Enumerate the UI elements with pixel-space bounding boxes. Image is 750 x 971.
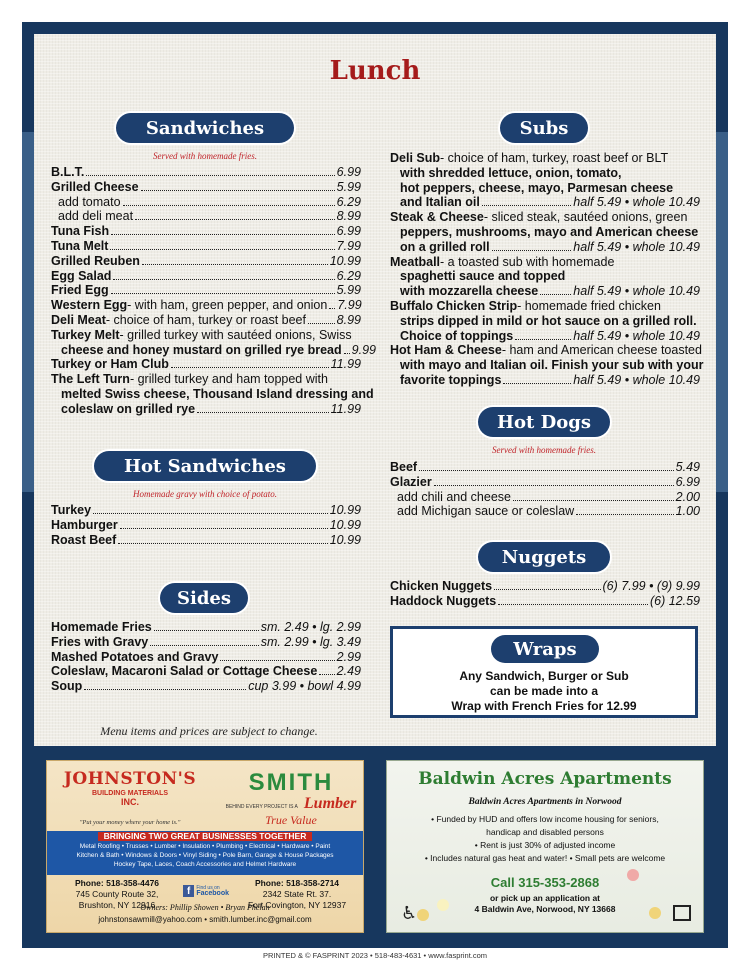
smith-city: Fort Covington, NY 12937	[247, 900, 347, 910]
menu-item	[51, 357, 361, 372]
item-price: half 5.49 • whole 10.49	[573, 239, 700, 254]
item-price: 2.99	[336, 649, 361, 664]
smith-address: 2342 State Rt. 37.	[262, 889, 332, 899]
disclaimer: Menu items and prices are subject to change.	[100, 724, 318, 738]
item-name: Roast Beef	[51, 532, 117, 547]
menu-item	[390, 329, 700, 344]
item-price: 10.99	[329, 532, 361, 547]
baldwin-title: Baldwin Acres Apartments	[418, 769, 672, 789]
item-name: with mayo and Italian oil. Finish your sub with your	[400, 358, 704, 373]
leader-dots	[110, 249, 334, 250]
leader-dots	[84, 689, 246, 690]
banner-heading: BRINGING TWO GREAT BUSINESSES TOGETHER	[98, 832, 313, 841]
item-price: 2.00	[675, 489, 700, 504]
subs-heading: Subs	[500, 113, 588, 143]
baldwin-feature: • Includes natural gas heat and water! • Small pets are welcome	[424, 853, 666, 863]
leader-dots	[319, 674, 334, 675]
item-name: Mashed Potatoes and Gravy	[51, 649, 219, 664]
item-name: Haddock Nuggets	[390, 593, 497, 608]
item-price: sm. 2.49 • lg. 2.99	[260, 620, 361, 634]
item-price: half 5.49 • whole 10.49	[573, 195, 700, 210]
menu-item	[51, 518, 361, 533]
item-name: Western Egg	[51, 298, 128, 313]
smith-phone: Phone: 518-358-2714	[254, 878, 340, 888]
facebook-text	[196, 885, 229, 897]
leader-dots	[220, 660, 334, 661]
wraps-heading: Wraps	[491, 635, 599, 663]
menu-item	[51, 298, 361, 313]
item-price: 11.99	[330, 357, 361, 372]
menu-item	[51, 195, 361, 210]
baldwin-pickup-line: or pick up an application at	[489, 893, 601, 903]
item-description: - homemade fried chicken	[517, 298, 661, 313]
leader-dots	[93, 513, 328, 514]
leader-dots	[171, 367, 329, 368]
menu-item	[390, 299, 700, 314]
menu-item	[390, 314, 700, 329]
item-name: Chicken Nuggets	[390, 579, 493, 593]
smith-logo	[223, 771, 359, 828]
item-price: 10.99	[329, 503, 361, 517]
menu-item	[390, 225, 700, 240]
menu-item	[390, 594, 700, 609]
item-price: 8.99	[336, 209, 361, 224]
leader-dots	[154, 630, 259, 631]
menu-item	[51, 386, 374, 402]
menu-item	[390, 181, 700, 196]
item-name: coleslaw on grilled rye	[61, 401, 196, 416]
page-title: Lunch	[329, 56, 421, 86]
item-price: 7.99	[336, 238, 361, 253]
wraps-box	[390, 626, 698, 718]
smith-name: SMITH	[248, 769, 334, 796]
nuggets-list	[390, 579, 700, 609]
footer: PRINTED & © FASPRINT 2023 • 518-483-4631 • www.fasprint.com	[262, 951, 488, 960]
menu-item	[390, 166, 700, 181]
item-name: Beef	[390, 460, 418, 474]
item-price: 6.99	[336, 165, 361, 179]
item-name: hot peppers, cheese, mayo, Parmesan cheese	[400, 180, 674, 195]
services-banner	[47, 831, 363, 875]
smith-tagline: BEHIND EVERY PROJECT IS A	[225, 804, 298, 810]
johnston-logo	[55, 769, 205, 817]
banner-line: Kitchen & Bath • Windows & Doors • Vinyl Siding • Pole Barn, Garage & House Packages	[76, 852, 334, 859]
johnston-name: JOHNSTON'S	[63, 769, 197, 789]
menu-item	[51, 620, 361, 635]
leader-dots	[123, 205, 335, 206]
item-name: favorite toppings	[400, 372, 502, 387]
item-name: Turkey Melt	[51, 327, 120, 342]
item-price: sm. 2.99 • lg. 3.49	[260, 634, 361, 649]
leader-dots	[120, 528, 328, 529]
menu-item	[390, 358, 704, 373]
item-price: 5.49	[675, 460, 700, 474]
johnston-phone: Phone: 518-358-4476	[74, 878, 160, 888]
item-name: Turkey or Ham Club	[51, 357, 169, 372]
leader-dots	[419, 470, 674, 471]
menu-item	[51, 269, 361, 284]
item-name: Homemade Fries	[51, 620, 152, 634]
item-name: strips dipped in mild or hot sauce on a grilled roll.	[400, 313, 697, 328]
leader-dots	[86, 175, 334, 176]
hot-sandwiches-heading: Hot Sandwiches	[94, 451, 316, 481]
leader-dots	[503, 383, 571, 384]
menu-item	[51, 635, 361, 650]
item-name: Fries with Gravy	[51, 634, 149, 649]
baldwin-acres-ad	[386, 760, 704, 933]
item-price: cup 3.99 • bowl 4.99	[248, 679, 361, 694]
banner-line: Hockey Tape, Laces, Coach Accessories and Helmet Hardware	[113, 861, 297, 868]
menu-item	[51, 165, 361, 180]
sandwiches-list	[51, 165, 376, 417]
item-name: with shredded lettuce, onion, tomato,	[400, 165, 622, 180]
nuggets-heading: Nuggets	[478, 542, 610, 572]
hot-sandwiches-note: Homemade gravy with choice of potato.	[133, 489, 277, 499]
item-price: 11.99	[330, 401, 361, 416]
item-price: 6.29	[336, 194, 361, 209]
johnston-motto: "Put your money where your home is."	[79, 819, 181, 826]
item-name: add chili and cheese	[397, 489, 511, 504]
item-description: - ham and American cheese toasted	[501, 343, 702, 358]
item-name: spaghetti sauce and topped	[400, 269, 566, 284]
item-name: Tuna Melt	[51, 238, 109, 253]
leader-dots	[329, 308, 335, 309]
menu-item	[390, 195, 700, 210]
menu-item	[51, 402, 361, 417]
facebook-find: Find us on	[196, 885, 220, 891]
item-description: - choice of ham, turkey, roast beef or BLT	[440, 151, 669, 165]
johnston-smith-ad	[46, 760, 364, 933]
johnston-city: Brushton, NY 12916	[78, 900, 156, 910]
item-name: Grilled Cheese	[51, 179, 139, 194]
baldwin-feature: • Funded by HUD and offers low income housing for seniors,	[431, 814, 659, 824]
leader-dots	[135, 219, 335, 220]
item-price: 9.99	[351, 342, 376, 357]
menu-item	[390, 490, 700, 505]
item-name: Coleslaw, Macaroni Salad or Cottage Cheese	[51, 664, 318, 679]
menu-item	[51, 650, 361, 665]
hot-dogs-note: Served with homemade fries.	[492, 445, 596, 455]
item-name: Egg Salad	[51, 268, 112, 283]
sandwiches-note: Served with homemade fries.	[153, 151, 257, 161]
banner-line: Metal Roofing • Trusses • Lumber • Insulation • Plumbing • Electrical • Hardware • Paint	[79, 843, 331, 850]
item-name: The Left Turn	[51, 372, 130, 387]
menu-item	[51, 313, 361, 328]
item-name: add Michigan sauce or coleslaw	[397, 504, 575, 519]
hot-sandwiches-list	[51, 503, 361, 547]
menu-item	[390, 240, 700, 255]
smith-lumber: Lumber	[303, 795, 357, 812]
item-price: 1.00	[675, 504, 700, 519]
item-name: Tuna Fish	[51, 224, 110, 239]
menu-item	[51, 283, 361, 298]
item-price: (6) 12.59	[649, 593, 700, 608]
item-description: - with ham, green pepper, and onion	[127, 298, 328, 313]
item-name: add deli meat	[58, 209, 134, 224]
leader-dots	[494, 589, 600, 590]
menu-item	[390, 343, 700, 358]
baldwin-feature: • Rent is just 30% of adjusted income	[474, 840, 616, 850]
sandwiches-heading: Sandwiches	[116, 113, 294, 143]
wraps-line: Wrap with French Fries for 12.99	[451, 699, 637, 713]
item-price: 6.99	[336, 224, 361, 239]
item-description: - a toasted sub with homemade	[440, 254, 615, 269]
item-name: Deli Meat	[51, 312, 106, 327]
item-name: and Italian oil	[400, 195, 480, 210]
menu-item	[390, 151, 700, 166]
item-name: B.L.T.	[51, 165, 85, 179]
leader-dots	[111, 234, 335, 235]
item-price: (6) 7.99 • (9) 9.99	[602, 579, 700, 593]
leader-dots	[142, 264, 328, 265]
leader-dots	[515, 339, 571, 340]
menu-item	[390, 284, 700, 299]
leader-dots	[498, 604, 648, 605]
baldwin-phone: Call 315-353-2868	[490, 875, 600, 890]
item-name: on a grilled roll	[400, 239, 490, 254]
item-description: - grilled turkey with sautéed onions, Swiss	[119, 327, 352, 342]
item-name: Deli Sub	[390, 151, 441, 165]
facebook-label: Facebook	[196, 890, 229, 897]
item-name: add tomato	[58, 194, 121, 209]
item-name: Steak & Cheese	[390, 210, 484, 225]
facebook-icon: f	[183, 885, 194, 897]
item-name: Soup	[51, 679, 83, 694]
item-price: 6.99	[675, 474, 700, 489]
leader-dots	[513, 500, 674, 501]
leader-dots	[308, 323, 335, 324]
leader-dots	[492, 250, 572, 251]
baldwin-features	[387, 813, 703, 865]
leader-dots	[113, 279, 334, 280]
menu-item	[390, 504, 700, 519]
item-price: 5.99	[336, 283, 361, 298]
owners: Owners: Phillip Showen • Bryan Phelan	[140, 903, 270, 912]
hot-dogs-heading: Hot Dogs	[478, 407, 610, 437]
leader-dots	[118, 543, 327, 544]
menu-item	[390, 255, 700, 270]
baldwin-feature: handicap and disabled persons	[486, 827, 604, 837]
menu-item	[390, 210, 700, 225]
emails: johnstonsawmill@yahoo.com • smith.lumber.inc@gmail.com	[98, 915, 312, 924]
johnston-address: 745 County Route 32,	[75, 889, 159, 899]
hot-dogs-list	[390, 460, 700, 519]
item-description: - choice of ham, turkey or roast beef	[105, 312, 306, 327]
menu-item	[51, 254, 361, 269]
menu-item	[51, 180, 361, 195]
item-price: half 5.49 • whole 10.49	[573, 372, 700, 387]
item-name: peppers, mushrooms, mayo and American cheese	[400, 224, 699, 239]
leader-dots	[540, 294, 571, 295]
item-name: Fried Egg	[51, 283, 109, 298]
item-price: 6.29	[336, 268, 361, 283]
subs-list	[390, 151, 704, 388]
item-description: - sliced steak, sautéed onions, green	[483, 210, 688, 225]
menu-item	[51, 224, 361, 239]
item-name: Grilled Reuben	[51, 253, 140, 268]
wheelchair-icon: ♿	[401, 903, 418, 924]
true-value-logo: True Value	[265, 813, 317, 827]
item-name: with mozzarella cheese	[400, 284, 539, 299]
leader-dots	[197, 412, 329, 413]
item-name: Glazier	[390, 474, 432, 489]
item-price: 5.99	[336, 179, 361, 194]
menu-item	[51, 679, 361, 694]
baldwin-address	[387, 893, 703, 915]
wraps-line: Any Sandwich, Burger or Sub	[459, 669, 629, 683]
item-name: Turkey	[51, 503, 92, 517]
menu-item	[51, 239, 361, 254]
item-price: 7.99	[337, 298, 362, 313]
equal-housing-icon	[673, 905, 691, 921]
wraps-text	[393, 669, 695, 714]
item-name: Choice of toppings	[400, 328, 514, 343]
sides-heading: Sides	[160, 583, 248, 613]
baldwin-subtitle: Baldwin Acres Apartments in Norwood	[468, 797, 622, 807]
menu-item	[51, 372, 361, 387]
leader-dots	[150, 645, 258, 646]
menu-item	[51, 209, 361, 224]
leader-dots	[482, 205, 571, 206]
item-name: Meatball	[390, 254, 441, 269]
menu-item	[390, 475, 700, 490]
item-name: melted Swiss cheese, Thousand Island dressing and	[61, 386, 374, 401]
item-price: 10.99	[329, 253, 361, 268]
johnston-inc: INC.	[121, 797, 139, 807]
menu-item	[51, 503, 361, 518]
leader-dots	[141, 190, 335, 191]
item-name: Hot Ham & Cheese	[390, 343, 502, 358]
item-price: 8.99	[336, 312, 361, 327]
johnston-sub: BUILDING MATERIALS	[91, 790, 169, 797]
wraps-line: can be made into a	[489, 684, 599, 698]
sides-list	[51, 620, 361, 694]
facebook-link[interactable]	[183, 881, 229, 901]
menu-item	[390, 579, 700, 594]
item-name: Hamburger	[51, 517, 118, 532]
menu-item	[390, 460, 700, 475]
menu-item	[51, 533, 361, 548]
item-price: half 5.49 • whole 10.49	[573, 284, 700, 299]
menu-item	[51, 328, 361, 343]
menu-item	[51, 664, 361, 679]
item-price: half 5.49 • whole 10.49	[573, 328, 700, 343]
leader-dots	[344, 353, 350, 354]
item-price: 2.49	[336, 664, 361, 679]
leader-dots	[111, 293, 335, 294]
item-description: - grilled turkey and ham topped with	[129, 372, 328, 387]
menu-item	[390, 269, 700, 284]
item-price: 10.99	[329, 517, 361, 532]
baldwin-pickup-line: 4 Baldwin Ave, Norwood, NY 13668	[474, 904, 616, 914]
item-name: cheese and honey mustard on grilled rye bread	[61, 342, 342, 357]
leader-dots	[576, 514, 673, 515]
menu-item	[390, 373, 700, 388]
leader-dots	[434, 485, 674, 486]
item-name: Buffalo Chicken Strip	[390, 298, 518, 313]
menu-item	[51, 342, 376, 358]
